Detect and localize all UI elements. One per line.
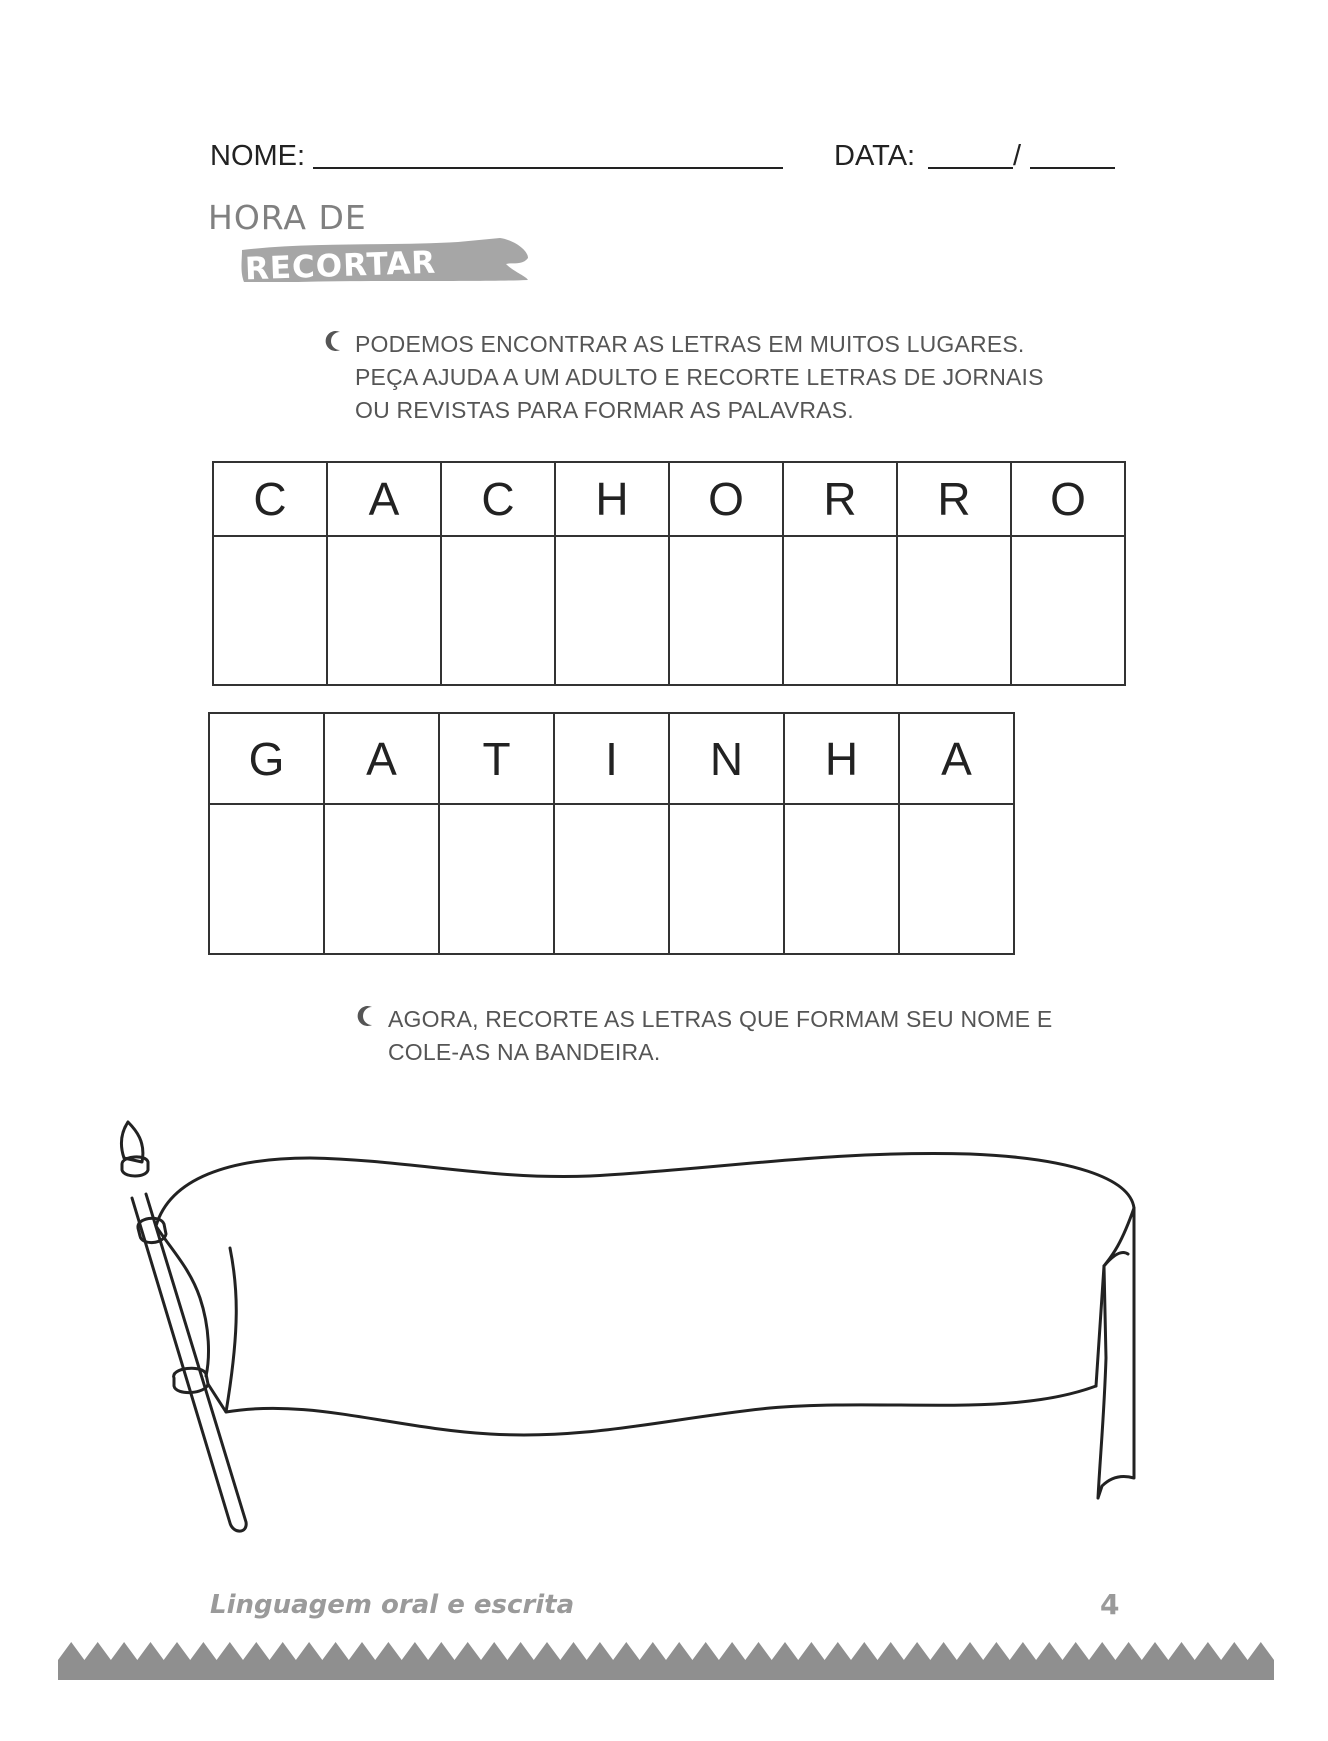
instruction-cut-letters: [355, 328, 1195, 427]
zigzag-border-decoration: [58, 1640, 1274, 1680]
name-label: NOME:: [210, 140, 306, 172]
letter-cell: H: [555, 462, 669, 536]
date-month-field-line[interactable]: [1030, 167, 1115, 169]
letter-cell: N: [669, 713, 784, 804]
page-number: 4: [1100, 1588, 1120, 1621]
letter-cell: A: [324, 713, 439, 804]
letter-cell: A: [899, 713, 1014, 804]
word-table-cachorro: [212, 461, 1126, 686]
paste-cell[interactable]: [1011, 536, 1125, 685]
paste-cell[interactable]: [213, 536, 327, 685]
letter-cell: I: [554, 713, 669, 804]
instruction-line: PODEMOS ENCONTRAR AS LETRAS EM MUITOS LUGARES.: [355, 331, 1025, 357]
instruction-line: PEÇA AJUDA A UM ADULTO E RECORTE LETRAS DE JORNAIS: [355, 364, 1044, 390]
paste-cell[interactable]: [327, 536, 441, 685]
paste-cell[interactable]: [897, 536, 1011, 685]
paste-cell[interactable]: [669, 804, 784, 954]
section-title-line1: HORA DE: [208, 198, 367, 237]
letter-cell: O: [669, 462, 783, 536]
word-table-gatinha: [208, 712, 1015, 955]
paste-cell[interactable]: [784, 804, 899, 954]
paste-cell[interactable]: [899, 804, 1014, 954]
crescent-bullet-icon: [357, 1005, 379, 1027]
section-title-line2: RECORTAR: [244, 244, 437, 288]
flag-banner-icon[interactable]: [110, 1118, 1150, 1538]
paste-cell[interactable]: [783, 536, 897, 685]
crescent-bullet-icon: [325, 330, 347, 352]
letter-cell: A: [327, 462, 441, 536]
paste-cell[interactable]: [324, 804, 439, 954]
paste-cell[interactable]: [439, 804, 554, 954]
paste-cell[interactable]: [555, 536, 669, 685]
instruction-line: OU REVISTAS PARA FORMAR AS PALAVRAS.: [355, 397, 854, 423]
letter-cell: R: [783, 462, 897, 536]
letter-cell: R: [897, 462, 1011, 536]
date-label: DATA:: [834, 140, 916, 172]
letter-cell: G: [209, 713, 324, 804]
letter-cell: C: [213, 462, 327, 536]
paste-cell[interactable]: [441, 536, 555, 685]
date-separator: /: [1013, 140, 1022, 172]
letter-cell: T: [439, 713, 554, 804]
letter-cell: H: [784, 713, 899, 804]
date-day-field-line[interactable]: [928, 167, 1013, 169]
paste-cell[interactable]: [669, 536, 783, 685]
instruction-line: COLE-AS NA BANDEIRA.: [388, 1039, 661, 1065]
instruction-line: AGORA, RECORTE AS LETRAS QUE FORMAM SEU NOME E: [388, 1006, 1053, 1032]
name-field-line[interactable]: [313, 167, 783, 169]
letter-cell: C: [441, 462, 555, 536]
letter-cell: O: [1011, 462, 1125, 536]
footer-subject: Linguagem oral e escrita: [210, 1590, 575, 1620]
paste-cell[interactable]: [554, 804, 669, 954]
paste-cell[interactable]: [209, 804, 324, 954]
instruction-paste-name: [388, 1003, 1148, 1069]
